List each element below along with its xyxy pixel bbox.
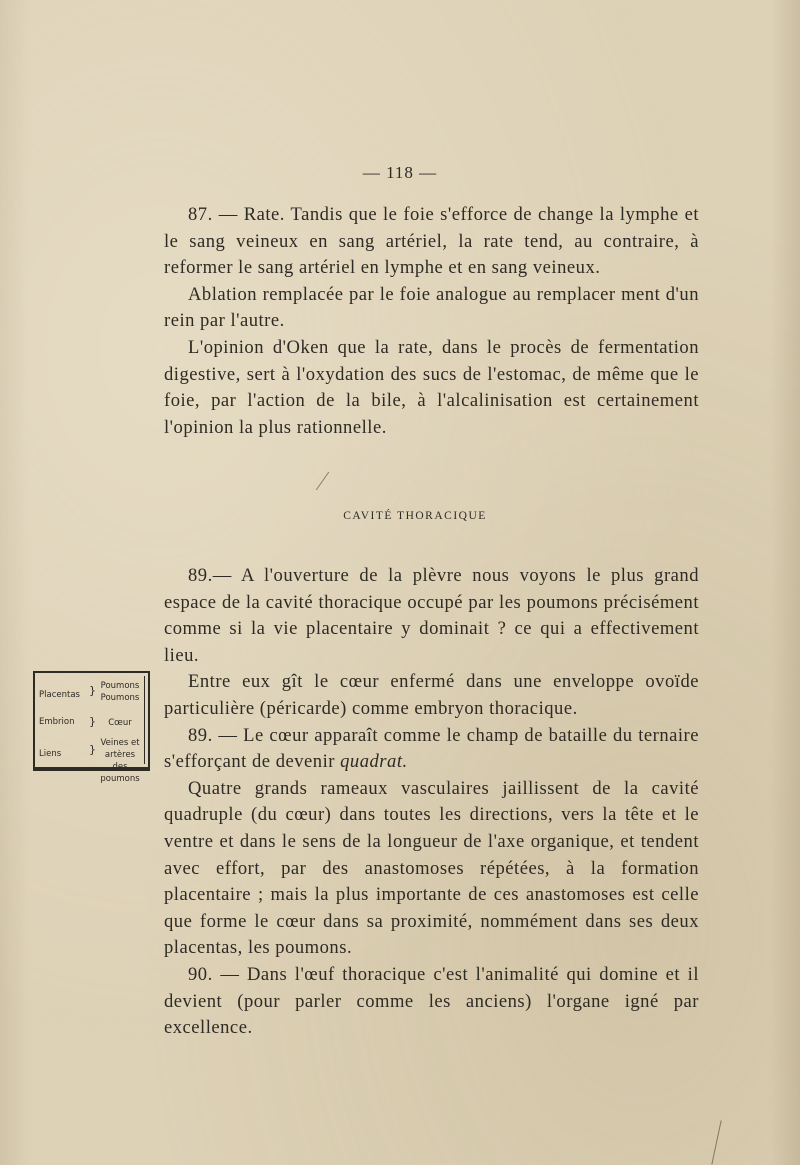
row-label: Embrion [39, 717, 75, 727]
pencil-mark [316, 472, 329, 491]
brace-icon: } [89, 743, 96, 756]
row-values [97, 717, 143, 729]
paragraph-89-coeur [164, 723, 699, 776]
page-number: — 118 — [362, 163, 438, 182]
row-value: poumons [100, 774, 140, 784]
row-value: Cœur [108, 718, 132, 728]
paragraph-87 [164, 202, 699, 282]
pencil-mark [711, 1120, 721, 1164]
section-rate [164, 202, 699, 441]
row-value: Veines et [100, 738, 140, 748]
row-value: Poumons [100, 693, 140, 703]
paragraph-number: 87. [188, 204, 213, 225]
paragraph-text: — Rate. Tandis que le foie s'efforce de change la lymphe et le sang veineux en sang artériel, la rate tend, au contraire, à reformer le sang artériel en lymphe et en sang veineux. [164, 204, 699, 279]
paragraph-quatre-rameaux: Quatre grands rameaux vasculaires jaillissent de la cavité quadruple (du cœur) dans toutes les directions, vers la tête et le ventre et dans le sens de la longueur de l'axe organique, et tendent avec effort, par des anastomoses répétées, à la formation placentaire ; mais la plus importante de ces anastomoses est celle que forme le cœur dans sa proximité, nommément dans ses deux placentas, les poumons. [164, 777, 699, 959]
paragraph-entre-eux: Entre eux gît le cœur enfermé dans une enveloppe ovoïde particulière (péricarde) comme embryon thoracique. [164, 671, 699, 719]
paragraph-oken: L'opinion d'Oken que la rate, dans le procès de fermentation digestive, sert à l'oxydation des sucs de l'estomac, de même que le foie, par l'action de la bile, à l'alcalinisation est certainement l'opinion la plus rationnelle. [164, 336, 699, 438]
row-value: artères des [104, 750, 136, 772]
brace-icon: } [89, 715, 96, 728]
paragraph-89-plevre: 89.— A l'ouverture de la plèvre nous voyons le plus grand espace de la cavité thoracique occupé par les poumons précisément comme si la vie placentaire y dominait ? ce qui a effectivement lieu. [164, 565, 699, 666]
row-label: Liens [39, 749, 62, 759]
paragraph-text: 89. — Le cœur apparaît comme le champ de bataille du ternaire s'efforçant de devenir [164, 724, 699, 773]
brace-icon: } [89, 684, 96, 697]
emphasis-quadrat: quadrat. [340, 751, 408, 773]
section-thoracique [164, 563, 699, 1042]
paragraph-90: 90. — Dans l'œuf thoracique c'est l'animalité qui domine et il devient (pour parler comme les anciens) l'organe igné par excellence. [164, 963, 699, 1039]
row-value: Poumons [100, 681, 140, 691]
row-label: Placentas [39, 690, 80, 700]
section-heading: CAVITÉ THORACIQUE [343, 510, 487, 522]
row-values [97, 737, 143, 785]
paragraph-ablation: Ablation remplacée par le foie analogue au remplacer ment d'un rein par l'autre. [164, 283, 699, 332]
margin-note-table [33, 671, 150, 784]
table-border [144, 676, 145, 764]
row-values [97, 680, 143, 704]
